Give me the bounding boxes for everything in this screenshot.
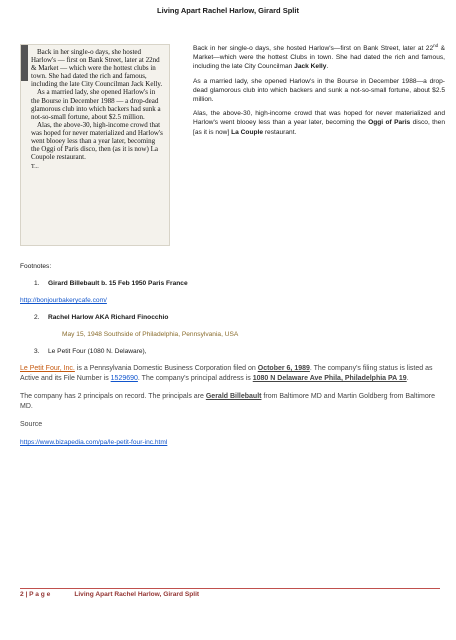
text-run: disco, then [as it is now] [193, 119, 445, 136]
article-paragraph-3 [193, 109, 445, 137]
page-title: Living Apart Rachel Harlow, Girard Split [157, 6, 299, 15]
principal-name-link[interactable]: Gerald Billebault [205, 393, 262, 400]
clipping-corner-mark [21, 45, 28, 81]
text-run: restaurant. [263, 128, 297, 136]
footnote-text: Rachel Harlow AKA Richard Finocchio [48, 314, 169, 321]
filing-date: October 6, 1989 [257, 365, 310, 372]
text-run: from Baltimore MD and Martin Goldberg from Baltimore MD. [20, 393, 435, 410]
name-oggi-of-paris: Oggi of Paris [368, 119, 411, 127]
footer-divider [20, 588, 440, 589]
clipping-paragraph: Back in her single-o days, she hosted Harlow's — first on Bank Street, later at 22nd & Market — which were the hottest clubs in town. She had dated the rich and famous, including the late City Councilman Jack Kelly. [31, 48, 163, 89]
source-label: Source [20, 421, 43, 428]
footnote-number: 2. [34, 314, 40, 321]
footnote-text: Girard Billebault b. 15 Feb 1950 Paris France [48, 280, 188, 287]
bizapedia-source-link[interactable]: https://www.bizapedia.com/pa/le-petit-four-inc.html [20, 439, 168, 446]
footer-title: Living Apart Rachel Harlow, Girard Split [74, 591, 200, 598]
article-paragraph-2: As a married lady, she opened Harlow's in the Bourse in December 1988—a drop-dead glamorous club into which backers and sunk a not-so-small fortune, about $2.5 million. [193, 77, 445, 104]
text-run: . [406, 375, 409, 382]
clipping-tail: T... [31, 164, 39, 171]
footnote-text: Le Petit Four (1080 N. Delaware), [48, 348, 147, 355]
principal-address: 1080 N Delaware Ave Phila, Philadelphia PA 19 [252, 375, 407, 382]
footnotes-section [20, 262, 440, 455]
footnote-1 [20, 279, 440, 288]
article-paragraph-1 [193, 44, 445, 72]
page-number: 2 | P a g e [20, 591, 51, 598]
page-footer [20, 591, 440, 598]
le-petit-four-link[interactable]: Le Petit Four, Inc. [20, 365, 75, 372]
principals-record [20, 392, 440, 412]
superscript: nd [433, 42, 439, 48]
footnote-number: 1. [34, 280, 40, 287]
text-run: Alas, the above-30, high-income crowd that was hoped for never materialized and Harlow's went blooey less than a year later, becoming the [193, 110, 445, 127]
footnote-number: 3. [34, 348, 40, 355]
text-run: . The company's filing status is listed as Active and its File Number is [20, 365, 433, 382]
name-la-couple: La Couple [231, 128, 263, 136]
text-run: The company has 2 principals on record. The principals are [20, 393, 206, 400]
bonjour-bakery-link[interactable]: http://bonjourbakerycafe.com/ [20, 297, 107, 304]
text-run: . [326, 63, 329, 71]
clipping-paragraph: Alas, the above-30, high-income crowd that was hoped for never materialized and Harlow's went blooey less than a year later, becoming the Oggi of Paris disco, then (as it is now) La Coupole restaurant. [31, 120, 163, 162]
text-run: Back in her single-o days, she hosted Harlow's—first on Bank Street, later at 22 [193, 45, 434, 52]
newspaper-clipping [20, 44, 170, 246]
footnotes-heading: Footnotes: [20, 263, 52, 270]
footnote-2 [20, 313, 440, 322]
name-jack-kelly: Jack Kelly [294, 63, 327, 71]
article-body [193, 44, 445, 142]
file-number-link[interactable]: 1529690 [110, 375, 138, 382]
text-run: is a Pennsylvania Domestic Business Corporation filed on [74, 365, 258, 372]
footnote-3 [20, 347, 440, 356]
clipping-paragraph: As a married lady, she opened Harlow's in the Bourse in December 1988 — a drop-dead glamorous club into which backers had sunk a not-so-small fortune, about $2.5 million. [31, 88, 161, 121]
footnote-2-detail: May 15, 1948 Southside of Philadelphia, Pennsylvania, USA [62, 331, 239, 338]
text-run: & Market—which were the hottest Clubs in town. She had dated the rich and famous, including the late City Councilman [193, 45, 446, 71]
text-run: . The company's principal address is [137, 375, 253, 382]
business-record [20, 364, 440, 384]
